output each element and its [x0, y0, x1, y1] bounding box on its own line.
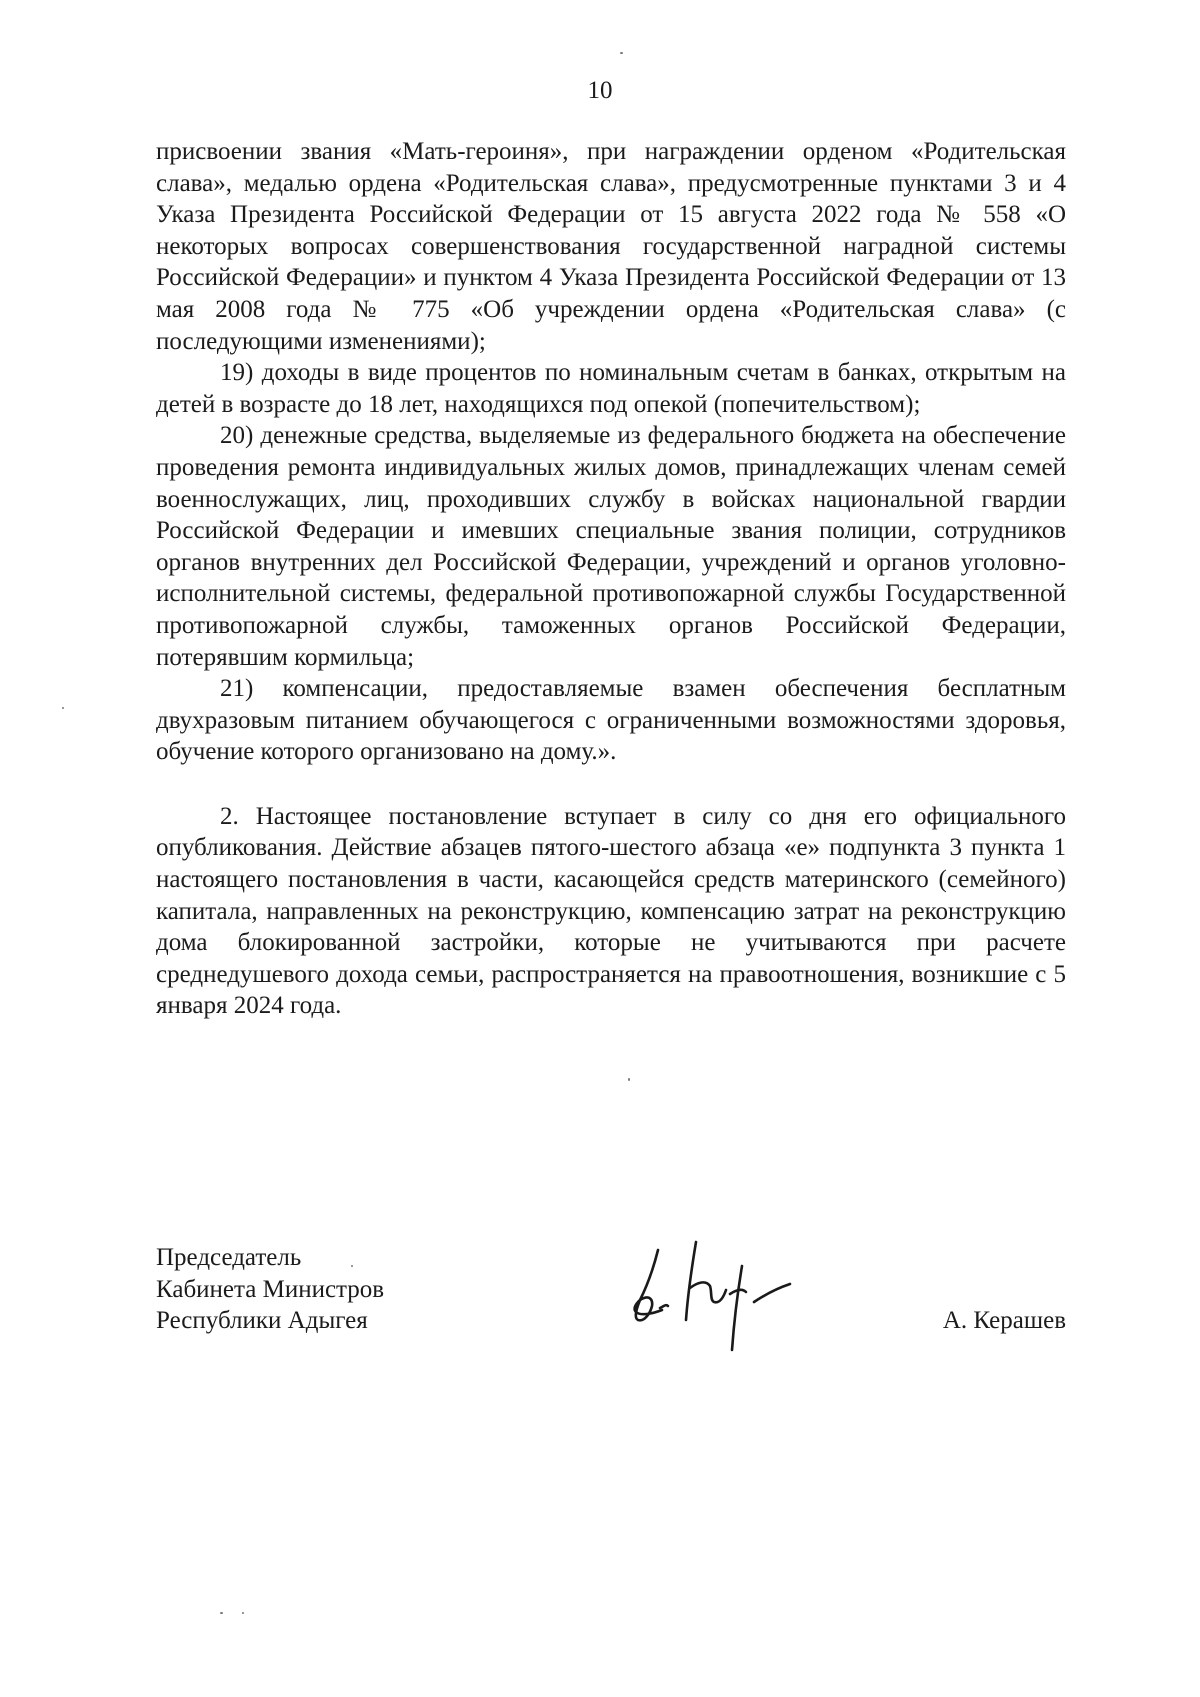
- paragraph-item-20: 20) денежные средства, выделяемые из федерального бюджета на обеспечение проведения ремонта индивидуальных жилых домов, принадлежащих членам семей военнослужащих, лиц, проходивших службу в войсках национальной гвардии Российской Федерации и имевших специальные звания полиции, сотрудников органов внутренних дел Российской Федерации, учреждений и органов уголовно-исполнительной системы, федеральной противопожарной службы Государственной противопожарной службы, таможенных органов Российской Федерации, потерявшим кормильца;: [156, 422, 1066, 671]
- signature-block: [156, 1242, 1066, 1352]
- signer-name: А. Керашев: [942, 1307, 1066, 1334]
- page-number: 10: [587, 77, 613, 104]
- paragraph-item-19: 19) доходы в виде процентов по номинальным счетам в банках, открытым на детей в возрасте до 18 лет, находящихся под опекой (попечительством);: [156, 359, 1066, 418]
- scan-speck: [62, 707, 64, 709]
- document-body: [156, 136, 1066, 1022]
- signer-title: [156, 1242, 384, 1337]
- paragraph-clause-2: 2. Настоящее постановление вступает в силу со дня его официального опубликования. Действие абзацев пятого-шестого абзаца «е» подпункта 3 пункта 1 настоящего постановления в части, касающейся средств материнского (семейного) капитала, направленных на реконструкцию, компенсацию затрат на реконструкцию дома блокированной застройки, которые не учитываются при расчете среднедушевого дохода семьи, распространяется на правоотношения, возникшие с 5 января 2024 года.: [156, 802, 1066, 1020]
- handwritten-signature: [620, 1236, 810, 1356]
- scan-speck: [620, 52, 623, 54]
- paragraph-item-21: 21) компенсации, предоставляемые взамен обеспечения бесплатным двухразовым питанием обучающегося с ограниченными возможностями здоровья, обучение которого организовано на дому.».: [156, 675, 1066, 766]
- signer-title-line: Кабинета Министров: [156, 1275, 385, 1303]
- scan-speck: [220, 1612, 223, 1614]
- paragraph-continuation: присвоении звания «Мать-героиня», при награждении орденом «Родительская слава», медалью ордена «Родительская слава», предусмотренные пунктами 3 и 4 Указа Президента Российской Федерации от 15 августа 2022 года № 558 «О некоторых вопросах совершенствования государственной наградной системы Российской Федерации» и пунктом 4 Указа Президента Российской Федерации от 13 мая 2008 года № 775 «Об учреждении ордена «Родительская слава» (с последующими изменениями);: [156, 138, 1066, 355]
- scan-speck: [242, 1612, 244, 1614]
- signer-title-line: Председатель: [156, 1244, 302, 1271]
- signer-title-line: Республики Адыгея: [156, 1307, 368, 1335]
- scan-speck: [351, 1265, 353, 1267]
- scan-speck: [628, 1078, 630, 1081]
